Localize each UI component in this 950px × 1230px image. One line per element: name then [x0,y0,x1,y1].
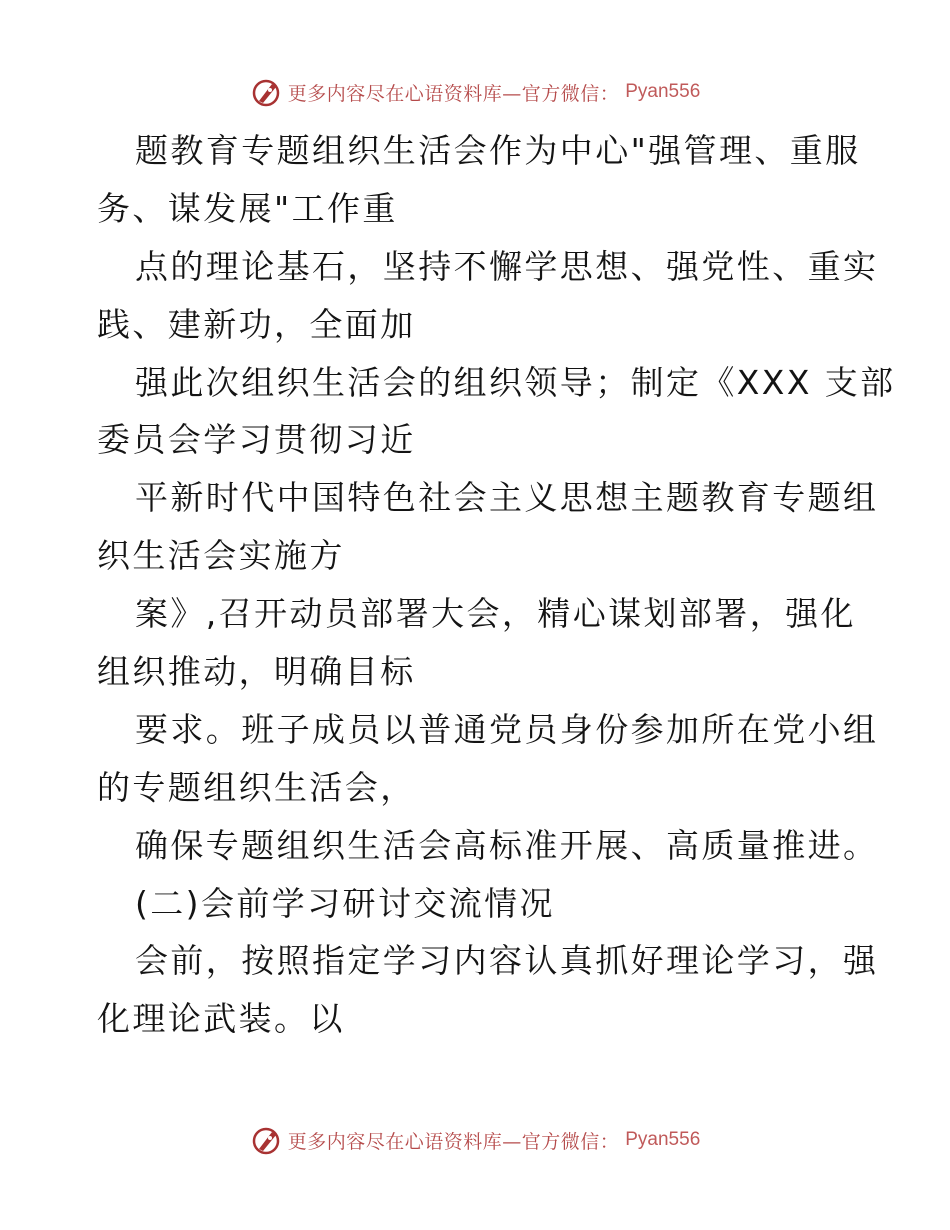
body-line: 织生活会实施方 [97,536,345,576]
document-body [97,122,896,1048]
body-line: 会前，按照指定学习内容认真抓好理论学习，强 [135,941,879,981]
banner-text: 更多内容尽在心语资料库—官方微信： [287,1130,620,1153]
banner-text: 更多内容尽在心语资料库—官方微信： [287,82,620,105]
body-line: 案》,召开动员部署大会，精心谋划部署，强化 [135,594,856,634]
body-line: 践、建新功，全面加 [97,304,416,344]
body-line: 平新时代中国特色社会主义思想主题教育专题组 [135,478,879,518]
banner-wechat-id: Pyan556 [625,1129,701,1150]
body-line: 确保专题组织生活会高标准开展、高质量推进。 [135,825,879,865]
body-line: 化理论武装。以 [97,999,345,1039]
body-line: 要求。班子成员以普通党员身份参加所在党小组 [135,709,879,749]
footer-banner [0,1120,950,1160]
pen-nib-logo-icon [250,76,282,108]
body-line: 强此次组织生活会的组织领导；制定《XXX 支部 [135,362,896,402]
body-line: 组织推动，明确目标 [97,652,416,692]
body-line: 的专题组织生活会， [97,767,416,807]
banner-wechat-id: Pyan556 [625,81,701,102]
body-line: 题教育专题组织生活会作为中心"强管理、重服 [135,131,861,170]
header-banner [0,72,950,112]
section-heading: (二)会前学习研讨交流情况 [135,883,555,923]
body-line: 务、谋发展"工作重 [97,188,398,228]
body-line: 点的理论基石，坚持不懈学思想、强党性、重实 [135,246,879,286]
pen-nib-logo-icon [250,1124,282,1156]
body-line: 委员会学习贯彻习近 [97,420,416,460]
